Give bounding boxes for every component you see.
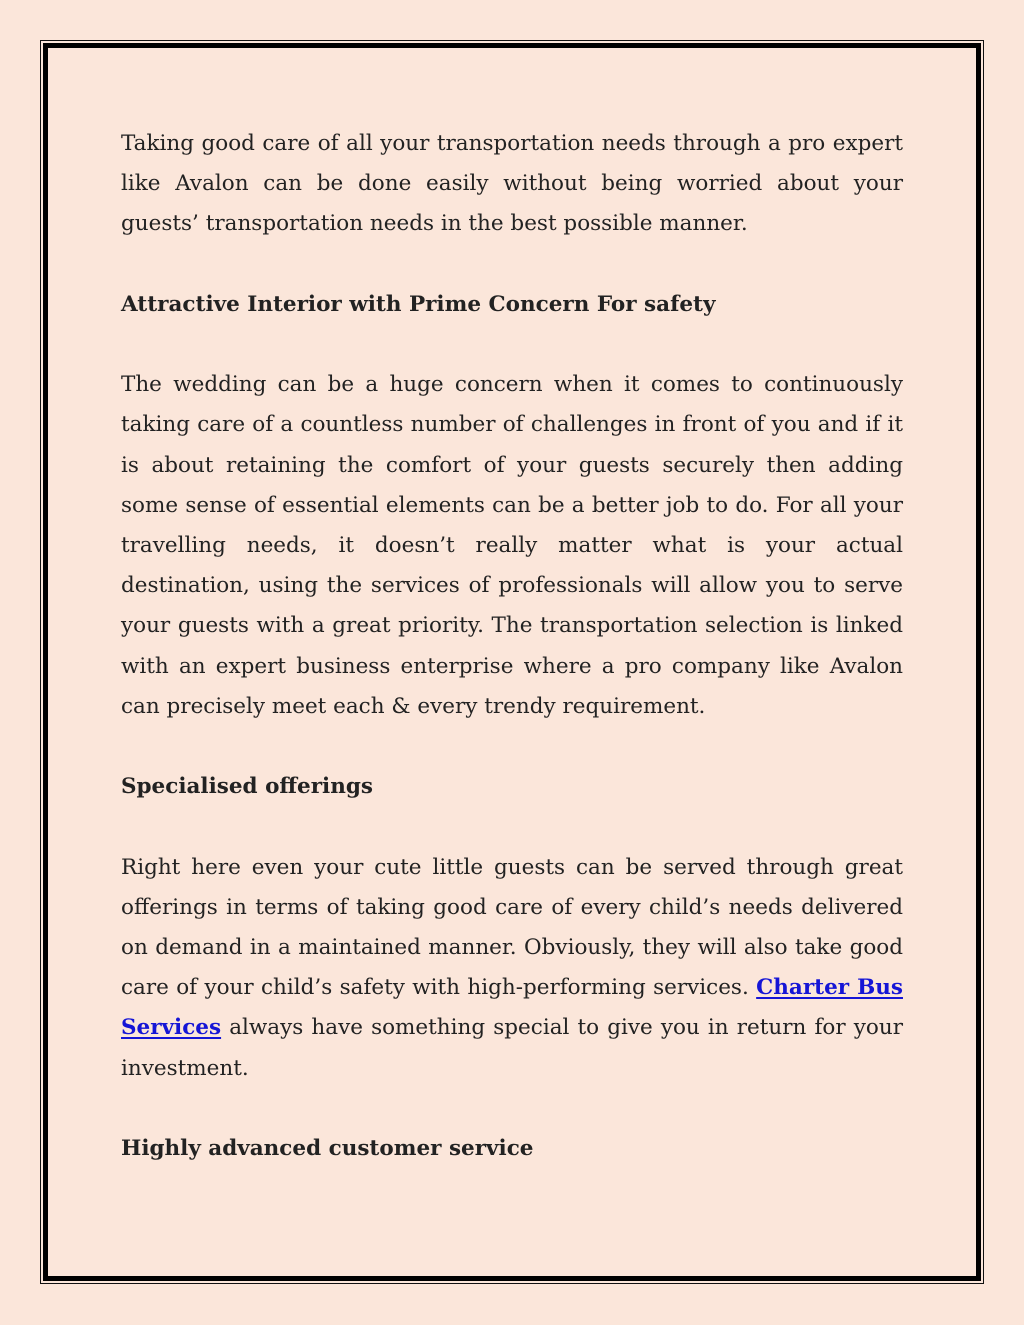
offerings-text-after-link: always have something special to give you in return for your investment. — [121, 1015, 903, 1081]
intro-paragraph: Taking good care of all your transportation needs through a pro expert like Avalon can be done easily without being worried about your guests’ transportation needs in the best possible manner. — [121, 131, 903, 237]
spacer — [121, 727, 903, 767]
spacer — [121, 245, 903, 285]
document-body — [121, 124, 903, 1169]
heading-attractive-interior: Attractive Interior with Prime Concern For safety — [121, 291, 716, 317]
spacer — [121, 325, 903, 365]
charter-bus-services-link[interactable]: Charter Bus Services — [121, 975, 903, 1041]
heading-customer-service: Highly advanced customer service — [121, 1136, 534, 1161]
spacer — [121, 807, 903, 847]
spacer — [121, 1089, 903, 1129]
offerings-text-before-link: Right here even your cute little guests can be served through great offerings in terms of taking good care of every child’s needs delivered on demand in a maintained manner. Obviously, they will also take good care of your child’s safety with high-performing services. — [121, 854, 903, 1001]
heading-specialised-offerings: Specialised offerings — [121, 774, 373, 800]
interior-paragraph: The wedding can be a huge concern when it comes to continuously taking care of a countless number of challenges in front of you and if it is about retaining the comfort of your guests securely then adding some sense of essential elements can be a better job to do. For all your travelling needs, it doesn’t really matter what is your actual destination, using the services of professionals will allow you to serve your guests with a great priority. The transportation selection is linked with an expert business enterprise where a pro company like Avalon can precisely meet each & every trendy requirement. — [121, 372, 903, 719]
offerings-paragraph — [121, 848, 903, 1089]
